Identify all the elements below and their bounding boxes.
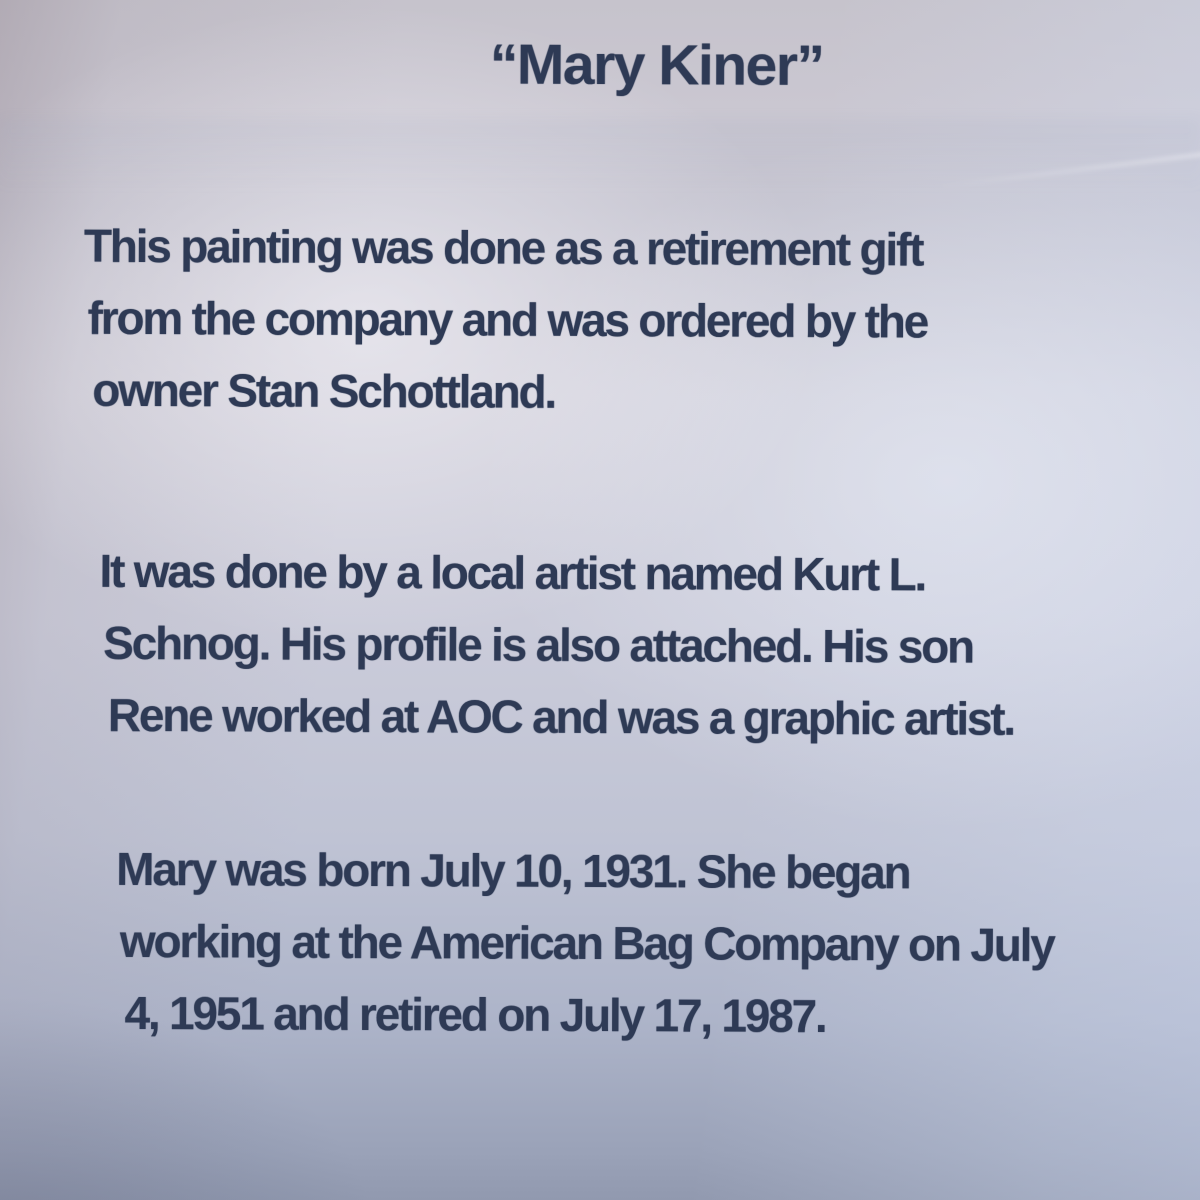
- text-line: This painting was done as a retirement gift: [83, 219, 923, 276]
- text-line: Mary was born July 10, 1931. She began: [116, 842, 910, 899]
- document-title: “Mary Kiner”: [489, 32, 824, 98]
- paragraph-artist: [99, 535, 1015, 755]
- text-line: owner Stan Schottland.: [92, 363, 556, 418]
- paragraph-retirement-gift: [83, 210, 927, 430]
- text-line: Schnog. His profile is also attached. His son: [103, 616, 974, 673]
- text-line: 4, 1951 and retired on July 17, 1987.: [124, 986, 826, 1042]
- text-line: from the company and was ordered by the: [87, 291, 928, 348]
- paragraph-mary-dates: [115, 833, 1054, 1053]
- text-line: It was done by a local artist named Kurt L.: [99, 544, 926, 601]
- text-line: Rene worked at AOC and was a graphic artist.: [107, 688, 1015, 745]
- text-line: working at the American Bag Company on July: [119, 914, 1054, 971]
